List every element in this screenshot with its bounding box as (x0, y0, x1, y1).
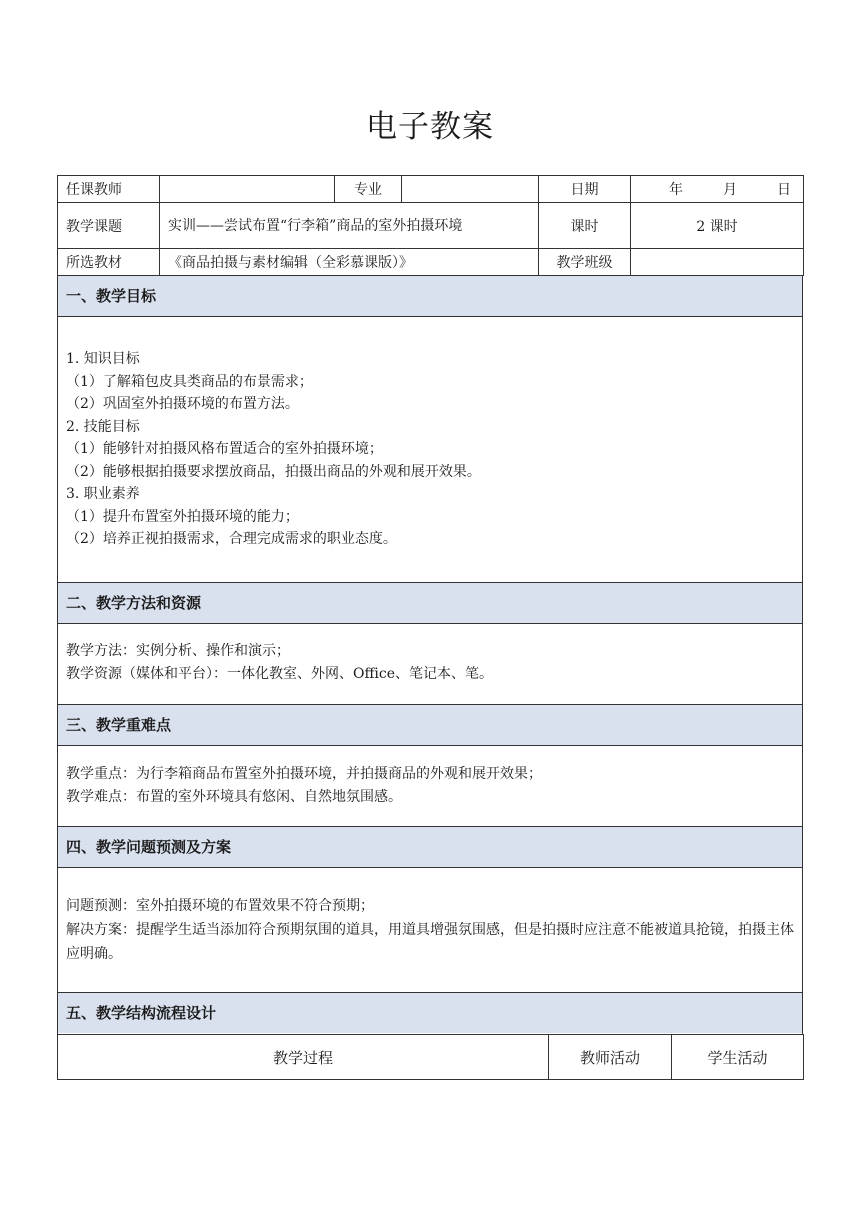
section-heading: 二、教学方法和资源 (58, 583, 802, 624)
hours-label: 课时 (539, 203, 631, 249)
section-heading: 五、教学结构流程设计 (58, 993, 802, 1033)
textbook-value: 《商品拍摄与素材编辑（全彩慕课版）》 (160, 249, 539, 276)
teacher-label: 任课教师 (58, 176, 160, 203)
section-teaching-goals (57, 275, 803, 584)
section-body (58, 746, 802, 808)
date-year: 年 (669, 182, 683, 198)
hours-value: 2 课时 (631, 203, 804, 249)
section-heading: 四、教学问题预测及方案 (58, 827, 802, 868)
teacher-value (160, 176, 335, 203)
class-value (631, 249, 804, 276)
body-line: （2）能够根据拍摄要求摆放商品，拍摄出商品的外观和展开效果。 (66, 463, 481, 480)
textbook-label: 所选教材 (58, 249, 160, 276)
class-label: 教学班级 (539, 249, 631, 276)
body-line: 教学方法：实例分析、操作和演示； (66, 643, 290, 659)
major-value (402, 176, 539, 203)
flow-table (57, 1034, 804, 1080)
flow-header-teacher: 教师活动 (549, 1035, 672, 1080)
date-month: 月 (723, 182, 737, 198)
body-line: 解决方案：提醒学生适当添加符合预期氛围的道具，用道具增强氛围感，但是拍摄时应注意不能被道具抢镜，拍摄主体应明确。 (66, 922, 794, 962)
section-methods-resources (57, 582, 803, 706)
course-info-table (57, 175, 804, 276)
section-body (58, 624, 802, 685)
date-label: 日期 (539, 176, 631, 203)
section-problem-prediction (57, 826, 803, 994)
body-line: 教学资源（媒体和平台）：一体化教室、外网、Office、笔记本、笔。 (66, 665, 494, 682)
body-line: （1）提升布置室外拍摄环境的能力； (66, 508, 299, 525)
body-line: （1）能够针对拍摄风格布置适合的室外拍摄环境； (66, 441, 383, 457)
flow-header-process: 教学过程 (58, 1035, 549, 1080)
topic-value: 实训——尝试布置“行李箱”商品的室外拍摄环境 (160, 203, 539, 249)
body-line: 问题预测：室外拍摄环境的布置效果不符合预期； (66, 898, 374, 914)
major-label: 专业 (335, 176, 402, 203)
section-heading: 三、教学重难点 (58, 705, 802, 746)
body-line: （2）培养正视拍摄需求，合理完成需求的职业态度。 (66, 531, 397, 547)
body-line: 3. 职业素养 (66, 486, 140, 502)
section-body (58, 317, 802, 551)
topic-label: 教学课题 (58, 203, 160, 249)
body-line: 教学难点：布置的室外环境具有悠闲、自然地氛围感。 (66, 788, 402, 805)
body-line: 教学重点：为行李箱商品布置室外拍摄环境，并拍摄商品的外观和展开效果； (66, 766, 542, 782)
body-line: （1）了解箱包皮具类商品的布景需求； (66, 373, 313, 390)
section-body (58, 868, 802, 966)
page-title: 电子教案 (366, 109, 494, 145)
body-line: 2. 技能目标 (66, 418, 140, 435)
body-line: （2）巩固室外拍摄环境的布置方法。 (66, 396, 299, 412)
date-day: 日 (777, 182, 791, 198)
section-heading: 一、教学目标 (58, 276, 802, 317)
date-value (631, 176, 804, 203)
flow-header-student: 学生活动 (672, 1035, 804, 1080)
section-structure-flow (57, 992, 803, 1035)
section-key-points (57, 704, 803, 828)
body-line: 1. 知识目标 (66, 351, 140, 367)
